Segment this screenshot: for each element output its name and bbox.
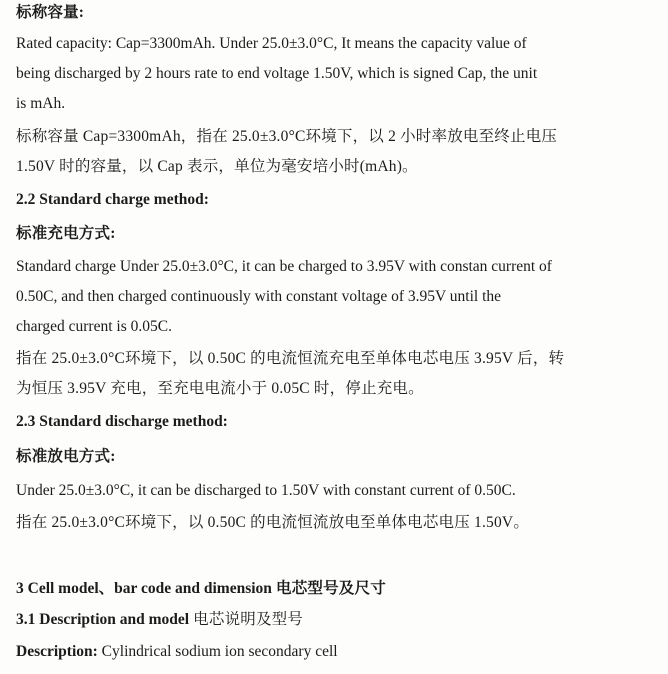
charge-method-line-3: charged current is 0.05C. xyxy=(16,318,172,335)
rated-capacity-cn-line-1: 标称容量 Cap=3300mAh，指在 25.0±3.0°C环境下，以 2 小时率放电至终止电压 xyxy=(16,128,558,145)
section-2-3-heading-cn: 标准放电方式: xyxy=(16,448,116,465)
section-2-2-heading-cn: 标准充电方式: xyxy=(16,225,116,242)
section-3-1-heading xyxy=(16,610,303,630)
section-3-heading xyxy=(16,579,386,599)
charge-method-line-2: 0.50C, and then charged continuously with constant voltage of 3.95V until the xyxy=(16,288,502,305)
section-3-heading-cn: 电芯型号及尺寸 xyxy=(271,580,386,597)
discharge-method-line: Under 25.0±3.0°C, it can be discharged to 1.50V with constant current of 0.50C. xyxy=(16,482,516,499)
section-3-1-heading-en: 3.1 Description and model xyxy=(16,611,190,628)
section-2-3-heading: 2.3 Standard discharge method: xyxy=(16,413,228,430)
rated-capacity-cn-line-2: 1.50V 时的容量，以 Cap 表示，单位为毫安培小时(mAh)。 xyxy=(16,158,418,175)
section-2-2-heading: 2.2 Standard charge method: xyxy=(16,191,209,208)
description-label: Description: xyxy=(16,643,98,660)
rated-capacity-heading-cn: 标称容量: xyxy=(16,4,85,21)
rated-capacity-label: Rated capacity: xyxy=(16,35,112,52)
charge-method-cn-line-1: 指在 25.0±3.0°C环境下，以 0.50C 的电流恒流充电至单体电芯电压 3.95V 后，转 xyxy=(16,350,565,367)
charge-method-cn-line-2: 为恒压 3.95V 充电，至充电电流小于 0.05C 时，停止充电。 xyxy=(16,380,424,397)
section-3-heading-en: 3 Cell model、bar code and dimension xyxy=(16,580,272,597)
rated-capacity-text-1: Cap=3300mAh. Under 25.0±3.0°C, It means the capacity value of xyxy=(111,35,527,52)
rated-capacity-line-2: being discharged by 2 hours rate to end voltage 1.50V, which is signed Cap, the unit xyxy=(16,65,538,82)
rated-capacity-line-1 xyxy=(16,34,527,54)
charge-method-line-1: Standard charge Under 25.0±3.0°C, it can be charged to 3.95V with constan current of xyxy=(16,258,552,275)
section-3-1-heading-cn: 电芯说明及型号 xyxy=(189,611,304,628)
description-line xyxy=(16,642,338,662)
rated-capacity-line-3: is mAh. xyxy=(16,95,66,112)
discharge-method-cn-line: 指在 25.0±3.0°C环境下，以 0.50C 的电流恒流放电至单体电芯电压 1.50V。 xyxy=(16,514,530,531)
description-value: Cylindrical sodium ion secondary cell xyxy=(97,643,338,660)
